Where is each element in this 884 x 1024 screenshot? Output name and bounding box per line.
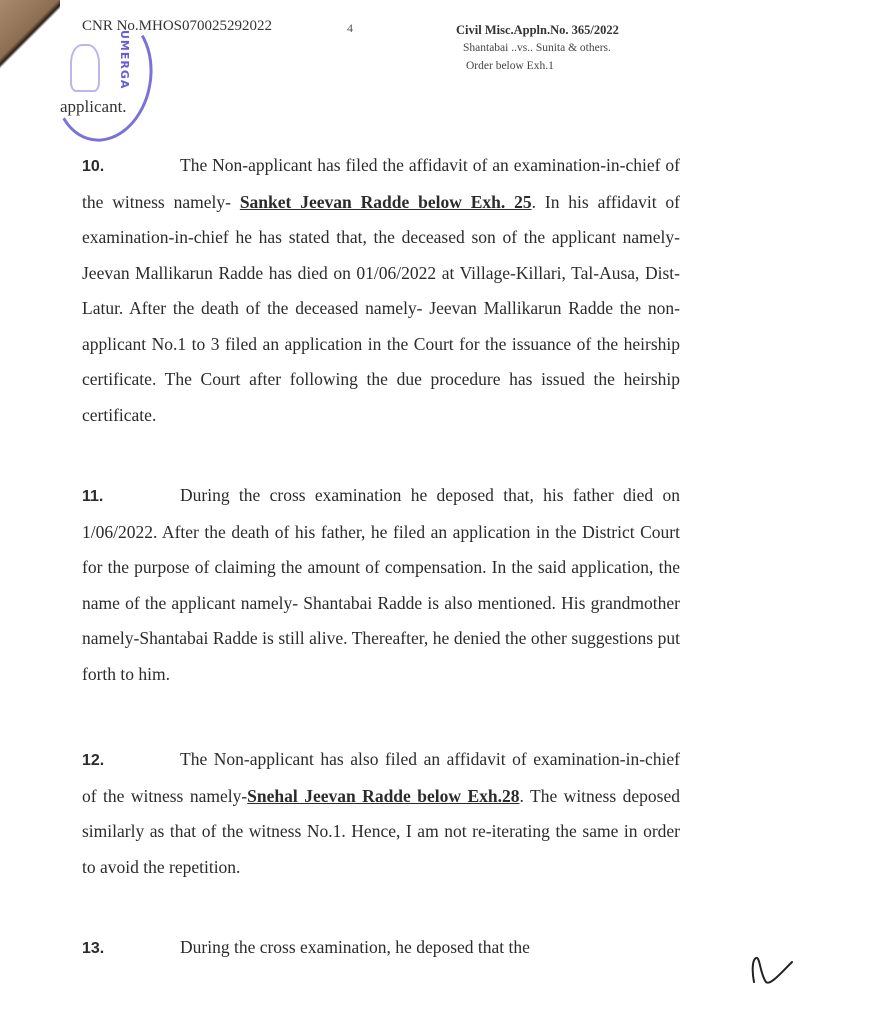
paragraph-text: . In his affidavit of examination-in-chief he has stated that, the deceased son of the applicant namely- Jeevan Mallikarun Radde has died on 01/06/2022 at Village-Killari, Tal-Ausa, Dist-Latur. After the death of the deceased namely- Jeevan Mallikarun Radde the non-applicant No.1 to 3 filed an application in the Court for the issuance of the heirship certificate. The Court after following the due procedure has issued the heirship certificate.: [82, 191, 681, 425]
order-reference: Order below Exh.1: [466, 60, 554, 72]
paragraph-text: The Non-applicant has filed the affidavit of an examination-in-chief of the witness namely-: [82, 155, 680, 212]
paragraph-10: [82, 148, 680, 433]
stamp-text: UMERGA: [118, 30, 131, 90]
paragraph-number: 13.: [82, 940, 105, 957]
paragraph-text: The Non-applicant has also filed an affidavit of examination-in-chief of the witness namely-: [82, 749, 680, 806]
witness-exhibit-ref: Sanket Jeevan Radde below Exh. 25: [239, 191, 532, 212]
case-header: [456, 21, 619, 75]
paragraph-text: . The witness deposed similarly as that of the witness No.1. Hence, I am not re-iterating the same in order to avoid the repetition.: [82, 785, 680, 877]
page-number: 4: [347, 21, 353, 35]
paragraph-12: [82, 742, 680, 885]
paragraph-number: 12.: [82, 752, 105, 769]
case-parties: Shantabai ..vs.. Sunita & others.: [463, 42, 611, 54]
stamp-emblem-icon: [70, 44, 100, 92]
paragraph-text: During the cross examination he deposed that, his father died on 1/06/2022. After the death of his father, he filed an application in the District Court for the purpose of claiming the amount of compensation. In the said application, the name of the applicant namely- Shantabai Radde is also mentioned. His grandmother namely-Shantabai Radde is still alive. Thereafter, he denied the other suggestions put forth to him.: [82, 485, 680, 684]
witness-exhibit-ref: Snehal Jeevan Radde below Exh.28: [247, 785, 520, 806]
carryover-text: applicant.: [60, 97, 127, 116]
paragraph-11: [82, 478, 680, 692]
paragraph-13: [82, 930, 680, 967]
photo-corner-shadow: [0, 0, 60, 70]
paragraph-number: 11.: [82, 488, 104, 505]
case-number: Civil Misc.Appln.No. 365/2022: [456, 23, 619, 37]
paragraph-number: 10.: [82, 158, 105, 175]
cnr-number: CNR No.MHOS070025292022: [82, 18, 273, 34]
paragraph-text: During the cross examination, he deposed that the: [180, 937, 530, 957]
signature-initials-icon: [748, 952, 796, 988]
